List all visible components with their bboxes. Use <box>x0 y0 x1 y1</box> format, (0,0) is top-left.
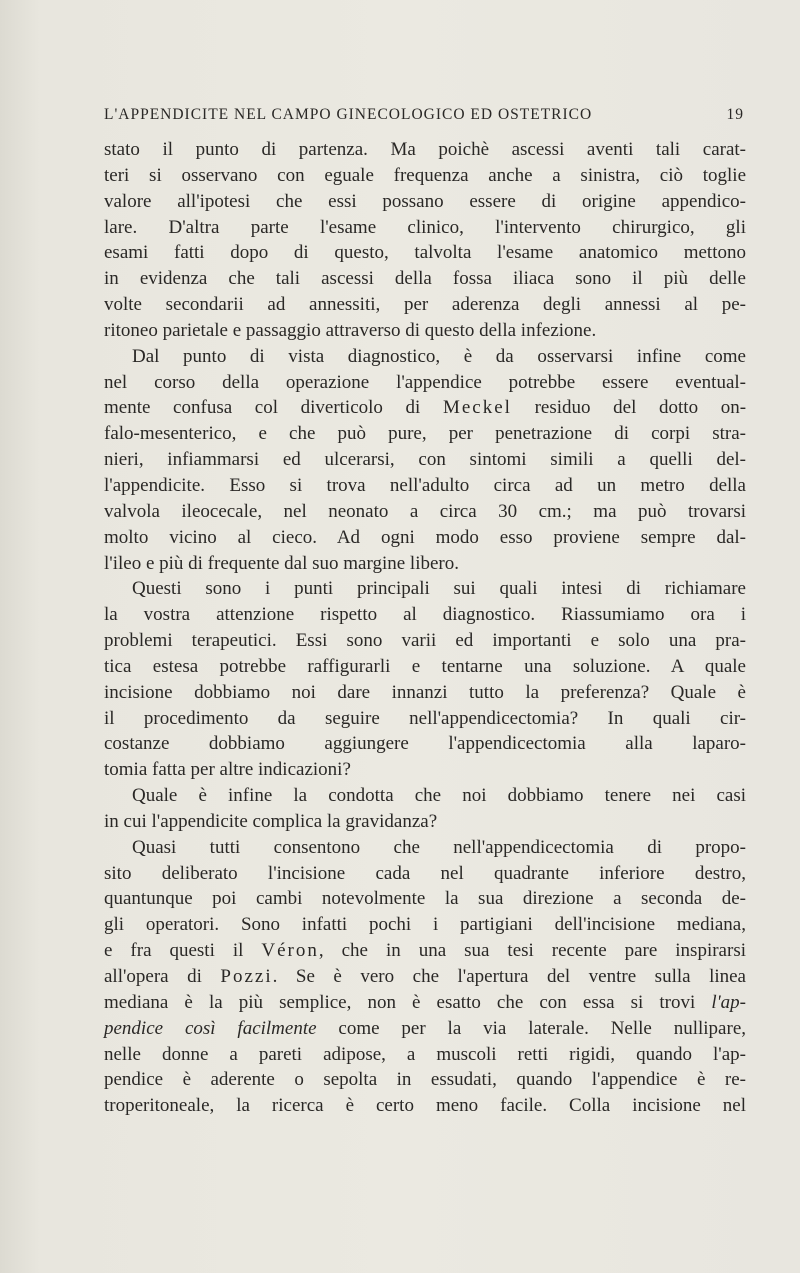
text-line-pozzi <box>104 964 746 990</box>
text-fragment: , che in una sua tesi recente pare inspirarsi <box>318 940 746 962</box>
text-line: il procedimento da seguire nell'appendicectomia? In quali cir- <box>104 707 746 729</box>
text-line: volte secondarii ad annessiti, per aderenza degli annessi al pe- <box>104 294 746 316</box>
text-line: in cui l'appendicite complica la gravidanza? <box>104 810 438 832</box>
text-line: valore all'ipotesi che essi possano essere di origine appendico- <box>104 190 746 212</box>
text-line: valvola ileocecale, nel neonato a circa 30 cm.; ma può trovarsi <box>104 500 746 522</box>
text-fragment: e fra questi il <box>104 940 244 962</box>
text-fragment: come per la via laterale. Nelle nullipare, <box>338 1017 746 1039</box>
text-line: Questi sono i punti principali sui quali intesi di richiamare <box>132 578 746 600</box>
text-fragment: mediana è la più semplice, non è esatto che con essa si trovi <box>104 991 696 1013</box>
text-fragment: residuo del dotto on- <box>534 397 747 419</box>
text-line: troperitoneale, la ricerca è certo meno facile. Colla incisione nel <box>104 1095 746 1117</box>
text-line: tica estesa potrebbe raffigurarli e tentarne una soluzione. A quale <box>104 655 746 677</box>
page-number: 19 <box>726 106 744 123</box>
text-line-italic-end <box>104 1016 746 1042</box>
italic-fragment: l'ap- <box>711 991 746 1013</box>
text-line: Quasi tutti consentono che nell'appendicectomia di propo- <box>132 836 746 858</box>
text-line: nieri, infiammarsi ed ulcerarsi, con sintomi simili a quelli del- <box>104 449 746 471</box>
text-line: l'ileo e più di frequente dal suo margine libero. <box>104 552 459 574</box>
text-line: Quale è infine la condotta che noi dobbiamo tenere nei casi <box>132 785 746 807</box>
text-line: teri si osservano con eguale frequenza anche a sinistra, ciò toglie <box>104 164 746 186</box>
text-fragment: all'opera di <box>104 966 202 987</box>
text-line: lare. D'altra parte l'esame clinico, l'intervento chirurgico, gli <box>104 216 746 238</box>
text-line: l'appendicite. Esso si trova nell'adulto circa ad un metro della <box>104 474 746 496</box>
text-line: Dal punto di vista diagnostico, è da osservarsi infine come <box>132 345 746 367</box>
text-line: stato il punto di partenza. Ma poichè ascessi aventi tali carat- <box>104 139 746 160</box>
text-line-meckel <box>104 395 746 421</box>
body-text <box>104 137 746 1119</box>
author-name-pozzi: Pozzi <box>220 966 273 987</box>
author-name-meckel: Meckel <box>442 397 512 419</box>
italic-fragment: pendice così facilmente <box>104 1017 317 1039</box>
text-line: tomia fatta per altre indicazioni? <box>104 759 351 781</box>
text-line: costanze dobbiamo aggiungere l'appendicectomia alla laparo- <box>104 733 746 755</box>
header-title: L'APPENDICITE NEL CAMPO GINECOLOGICO ED OSTETRICO <box>104 106 593 123</box>
text-line-veron <box>104 938 746 964</box>
text-line: la vostra attenzione rispetto al diagnostico. Riassumiamo ora i <box>104 604 746 626</box>
text-line: quantunque poi cambi notevolmente la sua direzione a seconda de- <box>104 888 746 910</box>
author-name-veron: Véron <box>261 940 319 962</box>
text-line: sito deliberato l'incisione cada nel quadrante inferiore destro, <box>104 862 746 884</box>
text-line: gli operatori. Sono infatti pochi i partigiani dell'incisione mediana, <box>104 914 746 936</box>
text-line: nel corso della operazione l'appendice potrebbe essere eventual- <box>104 371 746 393</box>
text-line: ritoneo parietale e passaggio attraverso di questo della infezione. <box>104 319 597 341</box>
text-line-italic-start <box>104 990 746 1016</box>
text-line: esami fatti dopo di questo, talvolta l'esame anatomico mettono <box>104 242 746 264</box>
text-line: falo-mesenterico, e che può pure, per penetrazione di corpi stra- <box>104 423 746 445</box>
text-fragment: mente confusa col diverticolo di <box>104 397 421 419</box>
text-line: molto vicino al cieco. Ad ogni modo esso proviene sempre dal- <box>104 526 746 548</box>
text-line: problemi terapeutici. Essi sono varii ed importanti e solo una pra- <box>104 630 746 652</box>
text-line: incisione dobbiamo noi dare innanzi tutto la preferenza? Quale è <box>104 681 746 703</box>
text-line: pendice è aderente o sepolta in essudati, quando l'appendice è re- <box>104 1069 746 1091</box>
text-line: in evidenza che tali ascessi della fossa iliaca sono il più delle <box>104 268 746 290</box>
text-fragment: . Se è vero che l'apertura del ventre sulla linea <box>272 966 746 987</box>
text-line: nelle donne a pareti adipose, a muscoli retti rigidi, quando l'ap- <box>104 1043 746 1065</box>
